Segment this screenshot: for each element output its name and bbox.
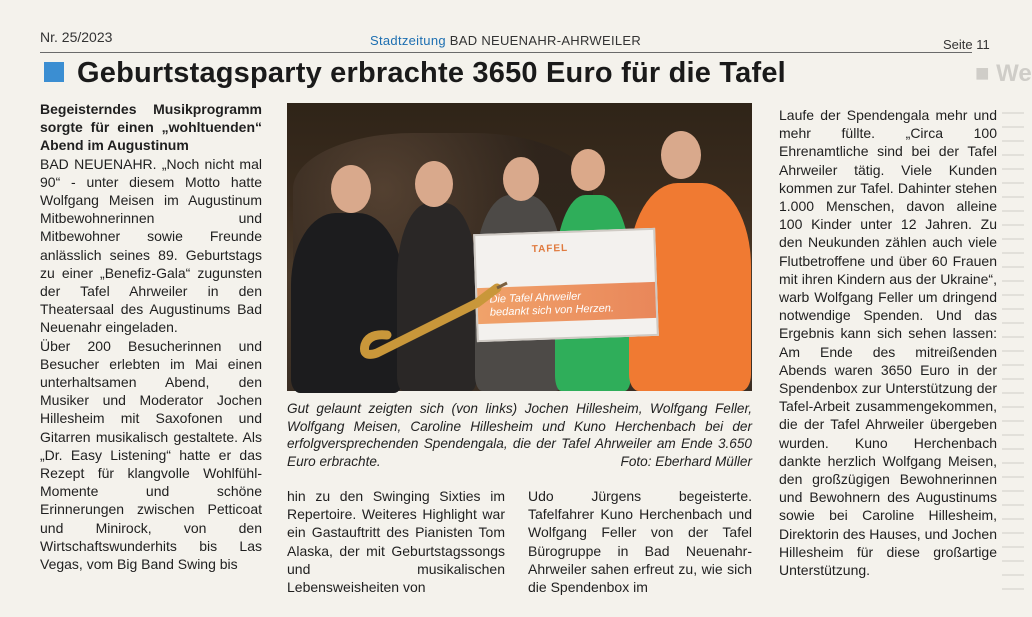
article-paragraph: Laufe der Spendengala mehr und mehr füllte. „Circa 100 Ehrenamtliche sind bei der Tafel Ahrweiler tätig. Viele Kunden kommen zur Tafel. Dahinter stehen 1.000 Menschen, davon alleine 100 Kinder unter 12 Jahren. Zu den Neukunden zählen auch viele Flutbetroffene und über 60 Frauen mit ihren Kindern aus der Ukraine“, warb Wolfgang Feller um dringend notwendige Spenden. Und das Ergebnis kann sich sehen lassen: Am Ende des mitreißenden Abends waren 3650 Euro in der Spendenbox zur Unterstützung der Tafel-Arbeit zusammengekommen, die der Tafel Ahrweiler übergeben wurden. Kuno Herchenbach dankte herzlich Wolfgang Meisen, den großzügigen Bewohnerinnen und Bewohnern des Augustinums sowie bei Caroline Hillesheim, Direktorin des Hauses, und Jochen Hillesheim für diese großartige Unterstützung. [779,107,997,579]
face-icon [503,157,539,201]
article-title: Geburtstagsparty erbrachte 3650 Euro für die Tafel [77,57,786,89]
article-column-2 [287,487,505,596]
saxophone-icon [357,283,507,363]
face-icon [415,161,453,207]
tafel-logo: TAFEL [531,242,569,256]
article-column-3 [528,487,752,596]
photo-caption [287,400,752,470]
page-number: Seite 11 [943,37,990,52]
article-paragraph: BAD NEUENAHR. „Noch nicht mal 90“ - unter diesem Motto hatte Wolfgang Meisen im Augustinum Mitbewohnerinnen und Mitbewohner sowie Freunde anlässlich seines 89. Geburtstags zu einer „Benefiz-Gala“ zugunsten der Tafel Ahrweiler in den Theatersaal des Augustinums Bad Neuenahr eingeladen. [40,155,262,336]
issue-number: Nr. 25/2023 [40,29,113,45]
face-icon [571,149,605,191]
newspaper-city: BAD NEUENAHR-AHRWEILER [449,33,642,48]
adjacent-article-fragment: ■ We [975,60,1032,87]
article-paragraph: hin zu den Swinging Sixties im Repertoire. Weiteres Highlight war ein Gastauftritt des Pianisten Tom Alaska, der mit Geburtstagssongs und musikalischen Lebensweisheiten von [287,488,505,596]
face-icon [331,165,371,213]
article-column-4 [779,106,997,579]
newspaper-name [370,33,641,48]
title-square-icon [44,62,64,82]
article-paragraph: Über 200 Besucherinnen und Besucher erlebten im Mai einen unterhaltsamen Abend, den Musiker und Moderator Jochen Hillesheim mit Saxofonen und Gitarren musikalisch gestaltete. Als „Dr. Easy Listening“ hatte er das Rezept für klangvolle Wohlfühl-Momente und schöne Erinnerungen zwischen Petticoat und Minirock, von den Wirtschaftswunderhits bis Las Vegas, vom Big Band Swing bis [40,337,262,573]
article-column-1 [40,100,262,573]
header-divider [40,52,972,53]
caption-text: Gut gelaunt zeigten sich (von links) Jochen Hillesheim, Wolfgang Feller, Wolfgang Meisen, Caroline Hillesheim und Kuno Herchenbach bei der erfolgversprechenden Spendengala, die der Tafel Ahrweiler am Ende 3.650 Euro erbrachte. [287,401,752,469]
face-icon [661,131,701,179]
newspaper-brand: Stadtzeitung [370,33,446,48]
article-lead: Begeisterndes Musikprogramm sorgte für einen „wohltuenden“ Abend im Augustinum [40,101,262,154]
check-text: Die Tafel Ahrweiler bedankt sich von Herzen. [489,290,615,319]
adjacent-article-column [1002,100,1024,600]
event-photo [287,103,752,391]
photo-credit: Foto: Eberhard Müller [620,453,752,469]
article-paragraph: Udo Jürgens begeisterte. Tafelfahrer Kuno Herchenbach und Wolfgang Feller von der Tafel Bürogruppe in Bad Neuenahr-Ahrweiler sahen erfreut zu, wie sich die Spendenbox im [528,488,752,596]
